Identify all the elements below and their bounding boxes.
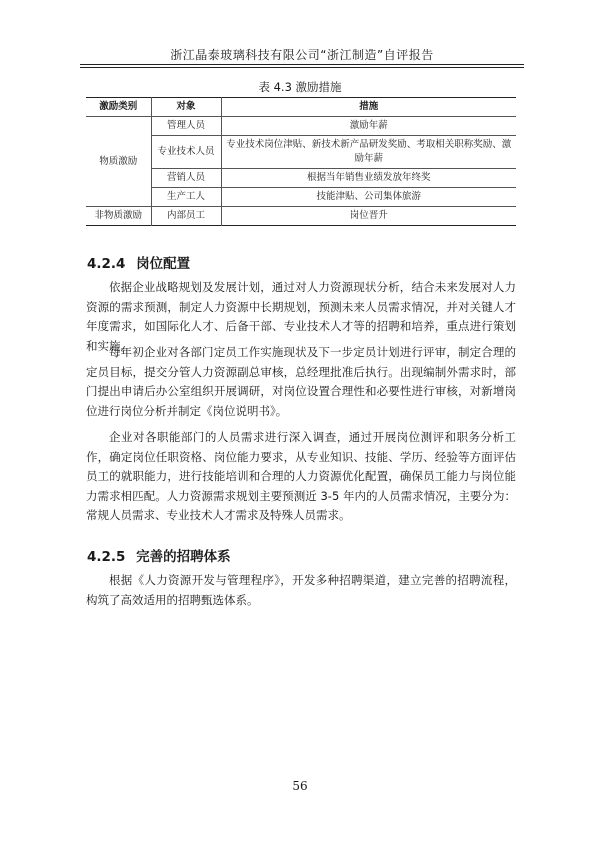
measure-cell: 专业技术岗位津贴、新技术新产品研发奖励、考取相关职称奖励、激励年薪 bbox=[221, 136, 516, 169]
category-cell: 非物质激励 bbox=[86, 207, 151, 226]
column-header-measure: 措施 bbox=[221, 98, 516, 117]
column-header-category: 激励类别 bbox=[86, 98, 151, 117]
measure-cell: 岗位晋升 bbox=[221, 207, 516, 226]
target-cell: 生产工人 bbox=[151, 188, 221, 207]
section-title: 完善的招聘体系 bbox=[136, 549, 231, 565]
table-row bbox=[86, 136, 516, 169]
table-row bbox=[86, 117, 516, 136]
table-caption: 表 4.3 激励措施 bbox=[258, 80, 342, 94]
header-rule bbox=[80, 64, 524, 68]
page-number: 56 bbox=[292, 779, 308, 793]
section-heading-4-2-4 bbox=[87, 252, 190, 272]
target-cell: 管理人员 bbox=[151, 117, 221, 136]
target-cell: 内部员工 bbox=[151, 207, 221, 226]
section-number: 4.2.4 bbox=[87, 256, 126, 272]
paragraph: 企业对各职能部门的人员需求进行深入调查，通过开展岗位测评和职务分析工作，确定岗位任职资格、岗位能力要求，从专业知识、技能、学历、经验等方面评估员工的就职能力，进行技能培训和合理的人力资源优化配置，确保员工能力与岗位能力需求相匹配。人力资源需求规划主要预测近 3-5 年内的人员需求情况，主要分为：常规人员需求、专业技术人才需求及特殊人员需求。 bbox=[86, 430, 516, 522]
table-header-row bbox=[86, 98, 516, 117]
column-header-target: 对象 bbox=[151, 98, 221, 117]
section-title: 岗位配置 bbox=[136, 256, 191, 272]
measure-cell: 技能津贴、公司集体旅游 bbox=[221, 188, 516, 207]
paragraph: 每年初企业对各部门定员工作实施现状及下一步定员计划进行评审，制定合理的定员目标，提交分管人力资源副总审核，总经理批准后执行。出现编制外需求时，部门提出申请后办公室组织开展调研，对岗位设置合理性和必要性进行审核，对新增岗位进行岗位分析并制定《岗位说明书》。 bbox=[86, 345, 516, 418]
page-header: 浙江晶泰玻璃科技有限公司“浙江制造”自评报告 bbox=[170, 48, 434, 62]
measure-cell: 激励年薪 bbox=[221, 117, 516, 136]
table-row bbox=[86, 188, 516, 207]
paragraph: 依据企业战略规划及发展计划，通过对人力资源现状分析，结合未来发展对人力资源的需求预测，制定人力资源中长期规划，预测未来人员需求情况，并对关键人才年度需求，如国际化人才、后备干部、专业技术人才等的招聘和培养，重点进行策划和实施。 bbox=[86, 280, 516, 353]
category-cell: 物质激励 bbox=[86, 117, 151, 207]
section-heading-4-2-5 bbox=[87, 545, 231, 565]
measure-cell: 根据当年销售业绩发放年终奖 bbox=[221, 169, 516, 188]
paragraph: 根据《人力资源开发与管理程序》，开发多种招聘渠道，建立完善的招聘流程，构筑了高效适用的招聘甄选体系。 bbox=[86, 573, 516, 607]
section-number: 4.2.5 bbox=[87, 549, 126, 565]
target-cell: 营销人员 bbox=[151, 169, 221, 188]
table-row bbox=[86, 207, 516, 226]
target-cell: 专业技术人员 bbox=[151, 136, 221, 169]
incentive-table bbox=[86, 97, 516, 226]
table-row bbox=[86, 169, 516, 188]
